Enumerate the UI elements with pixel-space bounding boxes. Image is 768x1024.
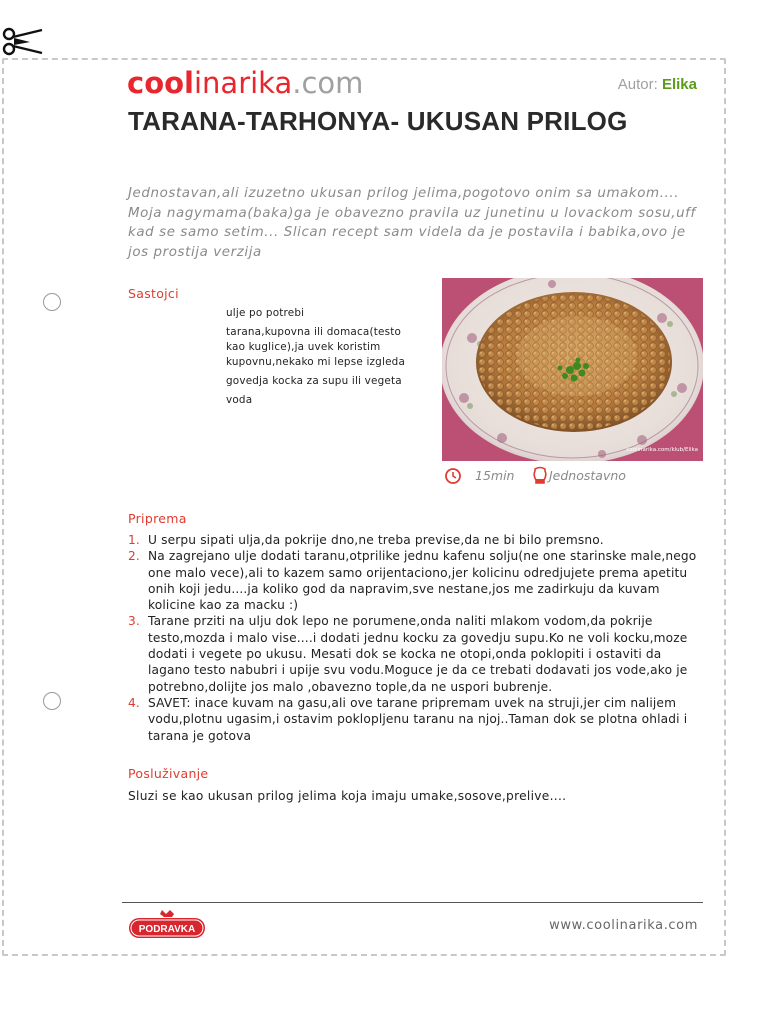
author-info	[618, 76, 697, 93]
step-item: 1. U serpu sipati ulja,da pokrije dno,ne treba previse,da ne bi bilo premsno.	[128, 533, 604, 547]
page-title: TARANA-TARHONYA- UKUSAN PRILOG	[128, 106, 628, 136]
ingredient-item: ulje po potrebi	[226, 307, 305, 319]
clock-icon	[444, 466, 462, 484]
author-label: Autor:	[617, 76, 658, 93]
ingredient-item: govedja kocka za supu ili vegeta	[226, 375, 402, 387]
ingredients-heading: Sastojci	[128, 286, 179, 301]
preparation-heading: Priprema	[128, 511, 187, 526]
difficulty: Jednostavno	[549, 467, 626, 483]
footer-divider	[122, 902, 703, 903]
step-item: 3. Tarane prziti na ulju dok lepo ne porumene,onda naliti mlakom vodom,da pokrije testo,mozda i malo vise....i dodati jednu kocku za govedju supu.Ko ne voli kocku,moze dodati i vegete po ukusu. Mesati dok se kocka ne otopi,onda poklopiti i ostaviti da lagano testo nabubri i upije svu vodu.Moguce je da ce trebati dodavati jos vode,ako je potrebno,dolijte jos malo ,obavezno tople,da ne uspori bubrenje.	[128, 614, 688, 694]
author-name[interactable]: Elika	[661, 76, 697, 93]
binder-hole	[43, 293, 61, 311]
recipe-photo	[442, 278, 703, 461]
step-item: 2. Na zagrejano ulje dodati taranu,otprilike jednu kafenu solju(ne one starinske male,nego one malo vece),ali to kazem samo orijentaciono,jer kolicinu odredjujete prema apetitu onih koji jedu....ja koliko god da napravim,sve nestane,jos me zadirkuju da kuvam kolicine kao za macku :)	[128, 549, 697, 613]
recipe-intro: Jednostavan,ali izuzetno ukusan prilog jelima,pogotovo onim sa umakom.... Moja nagymama(baka)ga je obavezno pravila uz junetinu u lovackom sosu,uff kad se samo setim... Slican recept sam videla da je postavila i babika,ovo je jos prostija verzija	[128, 186, 696, 260]
footer-website-link[interactable]: www.coolinarika.com	[549, 918, 698, 933]
podravka-logo[interactable]	[128, 908, 206, 940]
svg-text:PODRAVKA: PODRAVKA	[138, 924, 196, 935]
serving-text: Sluzi se kao ukusan prilog jelima koja imaju umake,sosove,prelive....	[128, 789, 567, 803]
site-logo[interactable]: coolinarika.com	[127, 66, 364, 100]
binder-hole	[43, 692, 61, 710]
photo-watermark: coolinarika.com/klub/Elika	[626, 447, 698, 453]
prep-time: 15min	[475, 467, 515, 483]
ingredients-list	[226, 306, 416, 412]
step-item: 4. SAVET: inace kuvam na gasu,ali ove tarane pripremam uvek na struji,jer cim nalijem vodu,plotnu ugasim,i ostavim poklopljenu taranu na njoj..Taman dok se plotna ohladi i tarana je gotova	[128, 695, 688, 743]
preparation-steps	[128, 532, 700, 744]
recipe-meta	[444, 466, 626, 484]
serving-heading: Posluživanje	[128, 766, 209, 781]
scissors-icon	[0, 24, 44, 58]
ingredient-item: voda	[226, 394, 253, 406]
chef-hat-icon	[533, 466, 547, 484]
ingredient-item: tarana,kupovna ili domaca(testo kao kuglice),ja uvek koristim kupovnu,nekako mi lepse izgleda	[226, 326, 406, 368]
